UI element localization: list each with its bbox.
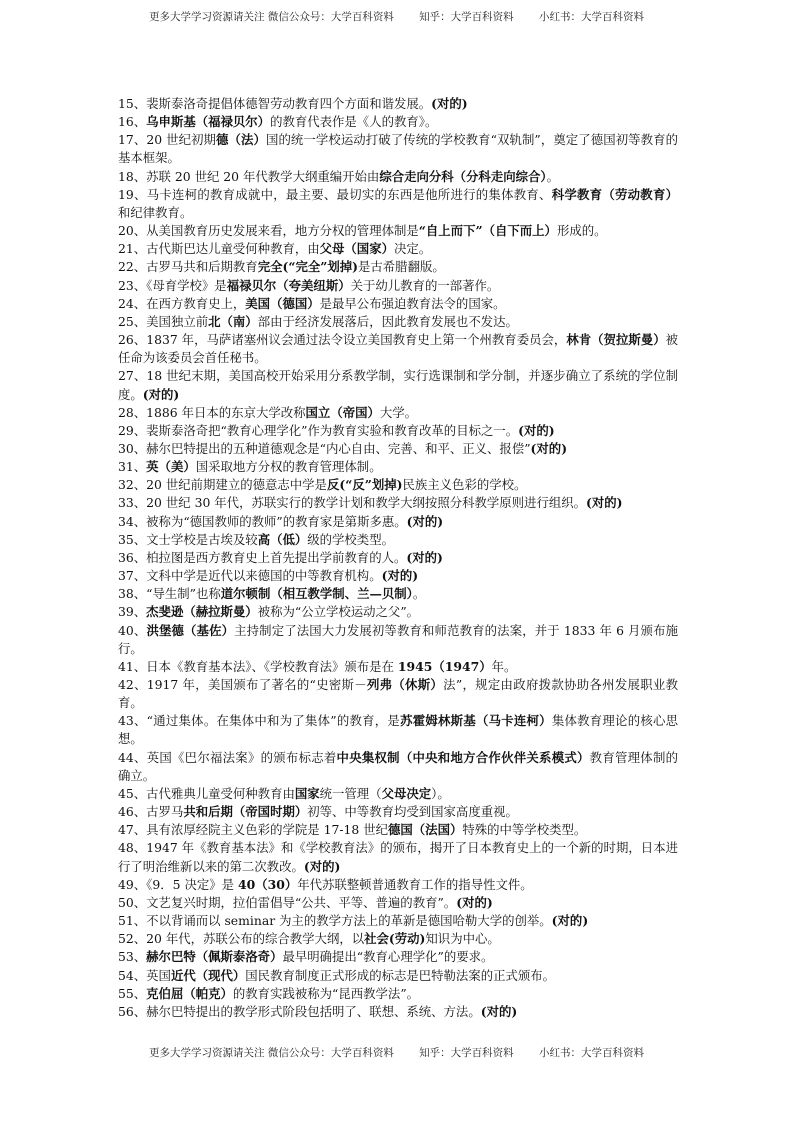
list-item [118,113,678,131]
item-emphasis: (对的) [142,386,180,402]
item-text: 34、被称为“德国教师的教师”的教育家是第斯多惠。 [118,513,407,529]
item-emphasis: 国家 [294,785,320,801]
item-emphasis: (对的) [480,1003,518,1019]
list-item [118,622,678,658]
list-item [118,313,678,331]
item-text: 法”，规定由政府拨款协助各州发展职业教育。 [118,677,678,711]
item-text: 15、裴斯泰洛奇提倡体德智劳动教育四个方面和谐发展。 [118,96,432,111]
list-item [118,422,678,440]
item-text: 23、《母育学校》是 [118,277,227,293]
list-item [118,258,678,276]
item-text: 国的统一学校运动打破了传统的学校教育“双轨制”，奠定了德国初等教育的基本框架。 [118,132,679,166]
item-text: 教育管理体制的确立。 [118,749,678,783]
item-text: 大学。 [379,404,418,420]
item-text: 42、1917 年，美国颁布了著名的“史密斯－ [118,677,367,692]
item-emphasis: (对的) [518,422,555,438]
item-emphasis: 苏霍姆林斯基（马卡连柯） [400,713,552,729]
item-emphasis: 北（南） [208,313,258,329]
item-text: 和纪律教育。 [118,204,193,220]
question-list [118,95,678,1021]
item-text: 年。 [491,658,517,674]
item-text: 38、“导生制”也称 [118,586,221,602]
list-item [118,749,678,785]
list-item [118,967,678,985]
item-emphasis: 林肯（贺拉斯曼） [566,332,666,348]
item-emphasis: 国立（帝国） [305,404,380,420]
list-item [118,186,678,222]
header-xiaohongshu-text: 小红书：大学百科资料 [539,11,645,23]
list-item [118,131,678,167]
list-item [118,240,678,258]
item-text: 形成的。 [556,223,607,239]
list-item [118,1003,678,1021]
item-text: 46、古罗马 [118,804,184,820]
item-text: ）。 [431,785,450,801]
item-text: 19、马卡连柯的教育成就中，最主要、最切实的东西是他所进行的集体教育、 [118,186,552,202]
item-text: 49、《9．5 决定》是 [118,876,238,892]
item-emphasis: 德（法） [216,132,266,148]
item-text: 55、 [118,985,147,1001]
item-text: 35、文士学校是古埃及较 [118,531,258,547]
item-emphasis: (对的) [456,894,493,910]
item-emphasis: 高（低） [257,531,308,547]
item-text: 36、柏拉图是西方教育史上首先提出学前教育的人。 [118,549,407,565]
list-item [118,712,678,748]
item-text: 被称为“公立学校运动之父”。 [257,604,420,620]
list-item [118,930,678,948]
item-emphasis: (对的) [431,96,468,111]
item-text: 30、赫尔巴特提出的五种道德观念是“内心自由、完善、和平、正义、报偿” [118,440,531,456]
item-text: 48、1947 年《教育基本法》和《学校教育法》的颁布，揭开了日本教育史上的一个新的时期，日本进行了明治维新以来的第二次教改。 [118,840,678,874]
list-item [118,458,678,476]
item-emphasis: 克伯屈（帕克） [146,985,233,1001]
list-item [118,95,678,113]
list-item [118,295,678,313]
item-text: 22、古罗马共和后期教育 [118,259,258,275]
item-text: 27、18 世纪末期，美国高校开始采用分系教学制，实行选课制和学分制，并逐步确立了系统的学位制度。 [118,368,678,402]
item-text: 29、裴斯泰洛奇把“教育心理学化”作为教育实验和教育改革的目标之一。 [118,422,519,438]
list-item [118,603,678,621]
item-text: 39、 [118,604,147,620]
item-text: 国民教育制度正式形成的标志是巴特勒法案的正式颁布。 [245,967,556,983]
item-text: 部由于经济发展落后，因此教育发展也不发达。 [257,313,518,329]
item-emphasis: 综合走向分科（分科走向综合） [379,168,547,184]
item-text: 25、美国独立前 [118,313,209,329]
item-text: 是古希腊翻版。 [358,259,445,275]
page-header [0,9,793,24]
list-item [118,331,678,367]
list-item [118,531,678,549]
list-item [118,785,678,803]
item-text: 知识为中心。 [425,931,500,947]
item-emphasis: 洪堡德（基佐） [146,622,235,638]
list-item [118,839,678,875]
item-emphasis: 赫尔巴特（佩斯泰洛奇） [146,949,283,965]
item-emphasis: 乌申斯基（福禄贝尔） [146,114,271,130]
item-emphasis: 父母决定 [381,785,432,801]
list-item [118,277,678,295]
list-item [118,513,678,531]
list-item [118,948,678,966]
item-emphasis: 道尔顿制（相互教学制、兰—贝制） [220,586,413,602]
header-zhihu-text: 知乎：大学百科资料 [419,11,514,23]
item-text: 的教育代表作是《人的教育》。 [270,114,438,130]
item-text: 41、日本《教育基本法》、《学校教育法》颁布是在 [118,658,398,674]
list-item [118,168,678,186]
item-text: 决定。 [393,241,432,257]
item-text: 。 [412,586,426,602]
item-text: 26、1837 年，马萨诸塞州议会通过法令设立美国教育史上第一个州教育委员会， [118,332,567,348]
footer-zhihu-text: 知乎：大学百科资料 [419,1047,514,1059]
item-emphasis: 福禄贝尔（夸美纽斯） [226,277,351,293]
item-emphasis: (对的) [530,440,568,456]
item-text: 18、苏联 20 世纪 20 年代教学大纲重编开始由 [118,168,380,184]
item-text: 50、文艺复兴时期，拉伯雷倡导“公共、平等、普遍的教育”。 [118,894,457,910]
item-text: 56、赫尔巴特提出的教学形式阶段包括明了、联想、系统、方法。 [118,1003,481,1019]
item-text: 24、在西方教育史上， [118,295,246,311]
item-emphasis: 德国（法国） [388,822,463,838]
item-text: 21、古代斯巴达儿童受何种教育，由 [118,241,320,257]
item-emphasis: 美国（德国） [245,295,320,311]
list-item [118,222,678,240]
list-item [118,985,678,1003]
item-text: 被任命为该委员会首任秘书。 [118,332,678,366]
list-item [118,476,678,494]
item-emphasis: 父母（国家） [319,241,394,257]
item-text: 32、20 世纪前期建立的德意志中学是 [118,477,327,493]
item-text: 37、文科中学是近代以来德国的中等教育机构。 [118,568,382,584]
item-text: 的教育实践被称为“昆西教学法”。 [232,985,420,1001]
item-emphasis: 完全(“完全”划掉) [257,259,359,275]
item-text: 级的学校类型。 [307,531,394,547]
item-text: 最早明确提出“教育心理学化”的要求。 [282,949,494,965]
item-text: 54、英国 [118,967,171,983]
item-text: 45、古代雅典儿童受何种教育由 [118,785,295,801]
item-text: 17、20 世纪初期 [118,132,217,148]
item-text: 关于幼儿教育的一部著作。 [350,277,500,293]
list-item [118,585,678,603]
item-text: 特殊的中等学校类型。 [462,822,587,838]
item-emphasis: “自上而下”（自下而上） [418,223,557,239]
item-emphasis: (对的) [303,858,341,874]
item-text: 统一管理（ [319,785,382,801]
list-item [118,367,678,403]
list-item [118,440,678,458]
item-text: 52、20 年代，苏联公布的综合教学大纲，以 [118,931,365,947]
item-text: 主持制定了法国大力发展初等教育和师范教育的法案，并于 1833 年 6 月颁布施行。 [118,622,679,656]
item-text: 是最早公布强迫教育法令的国家。 [319,295,506,311]
header-wechat-text: 更多大学学习资源请关注 微信公众号：大学百科资料 [148,11,394,23]
list-item [118,912,678,930]
item-emphasis: (对的) [406,549,443,565]
list-item [118,676,678,712]
item-text: 33、20 世纪 30 年代，苏联实行的教学计划和教学大纲按照分科教学原则进行组织。 [118,495,587,511]
item-emphasis: 英（美） [146,459,196,475]
item-text: 51、不以背诵而以 seminar 为主的教学方法上的革新是德国哈勒大学的创举。 [118,913,552,929]
item-text: 初等、中等教育均受到国家高度重视。 [307,804,518,820]
footer-xiaohongshu-text: 小红书：大学百科资料 [539,1047,645,1059]
item-emphasis: 社会(劳动) [364,931,426,947]
page-footer [0,1045,793,1060]
list-item [118,894,678,912]
item-text: 年代苏联整顿普通教育工作的指导性文件。 [297,876,533,892]
list-item [118,876,678,894]
item-text: 国采取地方分权的教育管理体制。 [195,459,382,475]
item-emphasis: 杰斐逊（赫拉斯曼） [146,604,258,620]
item-text: 47、具有浓厚经院主义色彩的学院是 17-18 世纪 [118,822,389,838]
item-text: 53、 [118,949,147,965]
item-text: 民族主义色彩的学校。 [402,477,527,493]
item-emphasis: 科学教育（劳动教育） [551,186,678,202]
list-item [118,549,678,567]
item-emphasis: (对的) [551,913,589,929]
item-emphasis: (对的) [586,495,623,511]
list-item [118,803,678,821]
list-item [118,404,678,422]
item-text: 。 [546,168,559,184]
item-emphasis: 列弗（休斯） [366,677,444,692]
item-emphasis: 反(“反”划掉) [326,477,403,493]
item-emphasis: 近代（现代） [170,967,246,983]
item-emphasis: 1945（1947） [397,658,492,674]
footer-wechat-text: 更多大学学习资源请关注 微信公众号：大学百科资料 [148,1047,394,1059]
item-text: 16、 [118,114,147,130]
item-text: 40、 [118,622,147,638]
item-emphasis: 中央集权制（中央和地方合作伙伴关系模式） [336,749,590,765]
item-text: 集体教育理论的核心思想。 [118,713,679,747]
list-item [118,494,678,512]
item-text: 20、从美国教育历史发展来看，地方分权的管理体制是 [118,223,419,239]
item-text: 28、1886 年日本的东京大学改称 [118,404,306,420]
item-emphasis: 40（30） [237,876,298,892]
list-item [118,658,678,676]
item-text: 43、“通过集体。在集体中和为了集体”的教育，是 [118,713,401,729]
item-text: 31、 [118,459,147,475]
item-emphasis: 共和后期（帝国时期） [183,804,308,820]
item-text: 44、英国《巴尔福法案》的颁布标志着 [118,749,337,765]
list-item [118,821,678,839]
item-emphasis: (对的) [406,513,444,529]
list-item [118,567,678,585]
item-emphasis: (对的) [381,568,419,584]
